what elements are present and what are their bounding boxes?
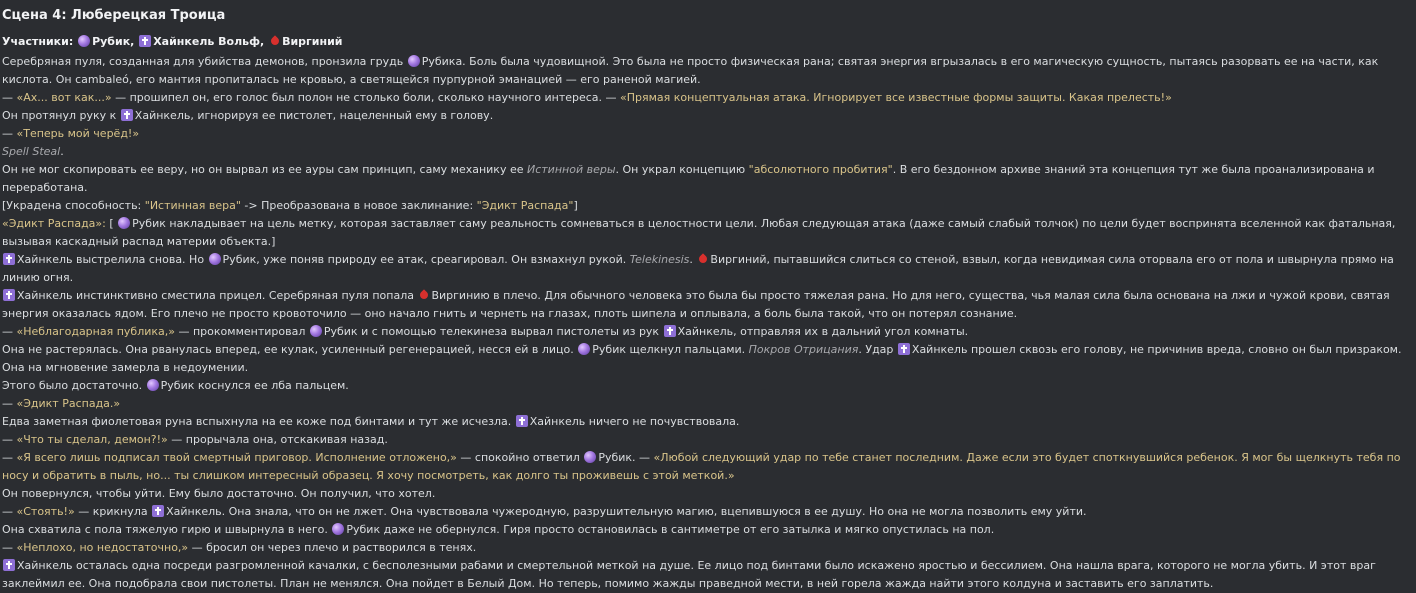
narration-text: Он повернулся, чтобы уйти. Ему было достаточно. Он получил, что хотел. xyxy=(2,487,436,500)
spell-name: Покров Отрицания xyxy=(748,343,859,356)
story-paragraph xyxy=(2,503,1406,521)
spell-name: Истинной веры xyxy=(527,163,616,176)
purple-orb-icon xyxy=(118,217,130,229)
narration-text: — прошипел он, его голос был полон не столько боли, сколько научного интереса. — xyxy=(111,91,621,104)
participant-rubik: Рубик xyxy=(92,35,131,48)
narration-text: [Украдена способность: xyxy=(2,199,145,212)
story-paragraph xyxy=(2,251,1406,287)
story-paragraph xyxy=(2,89,1406,107)
narration-text: — xyxy=(2,505,17,518)
story-paragraph xyxy=(2,521,1406,539)
story-paragraph xyxy=(2,107,1406,125)
story-paragraph xyxy=(2,377,1406,395)
narration-text: . Удар xyxy=(858,343,897,356)
cross-icon xyxy=(152,505,164,517)
narration-text: Хайнкель инстинктивно сместила прицел. Серебряная пуля попала xyxy=(17,289,418,302)
narration-text: Рубик и с помощью телекинеза вырвал пистолеты из рук xyxy=(323,325,663,338)
purple-orb-icon xyxy=(332,523,344,535)
story-paragraph xyxy=(2,449,1406,485)
narration-text: — xyxy=(2,325,17,338)
blood-drop-icon xyxy=(269,35,280,46)
narration-text: . В его бездонном архиве знаний эта концепция тут же была проанализирована и переработана. xyxy=(2,163,1379,194)
purple-orb-icon xyxy=(578,343,590,355)
blood-drop-icon xyxy=(419,289,430,300)
narration-text: . xyxy=(60,145,64,158)
story-paragraph xyxy=(2,395,1406,413)
narration-text: Она схватила с пола тяжелую гирю и швырнула в него. xyxy=(2,523,332,536)
narration-text: Он не мог скопировать ее веру, но он вырвал из ее ауры сам принцип, саму механику ее xyxy=(2,163,527,176)
narration-text: ] xyxy=(573,199,578,212)
narration-text: — бросил он через плечо и растворился в тенях. xyxy=(188,541,477,554)
cross-icon xyxy=(139,35,151,47)
participant-haynkel: Хайнкель Вольф xyxy=(153,35,261,48)
cross-icon xyxy=(3,559,15,571)
narration-text: Рубик. — xyxy=(598,451,654,464)
narration-text: — xyxy=(2,91,17,104)
quote-text: "абсолютного пробития" xyxy=(748,163,893,176)
participants-label: Участники: xyxy=(2,35,74,48)
narration-text: Хайнкель осталась одна посреди разгромленной качалки, с бесполезными рабами и смертельной меткой на душе. Ее лицо под бинтами было искажено яростью и бессилием. Она нашла врага, которого не могла убить. И этот враг заклеймил ее. Она подобрала свои пистолеты. План не менялся. Она пойдет в Белый Дом. Но теперь, помимо жажды праведной мести, в ней горела жажда найти этого колдуна и заставить его заплатить. xyxy=(2,559,1380,590)
quote-text: «Неблагодарная публика,» xyxy=(16,325,175,338)
purple-orb-icon xyxy=(310,325,322,337)
narration-text: — xyxy=(2,541,17,554)
spell-name: Spell Steal xyxy=(2,145,61,158)
purple-orb-icon xyxy=(147,379,159,391)
story-body xyxy=(2,53,1406,593)
narration-text: — прорычала она, отскакивая назад. xyxy=(167,433,388,446)
story-paragraph xyxy=(2,539,1406,557)
purple-orb-icon xyxy=(209,253,221,265)
quote-text: "Истинная вера" xyxy=(144,199,241,212)
scene-title: Сцена 4: Люберецкая Троица xyxy=(2,8,226,23)
story-paragraph xyxy=(2,53,1406,89)
quote-text: «Теперь мой черёд!» xyxy=(16,127,140,140)
story-paragraph xyxy=(2,341,1406,377)
narration-text: Серебряная пуля, созданная для убийства демонов, пронзила грудь xyxy=(2,55,407,68)
narration-text: — xyxy=(2,397,17,410)
narration-text: Хайнкель прошел сквозь его голову, не причинив вреда, словно он был призраком. Она на мгновение замерла в недоумении. xyxy=(2,343,1405,374)
cross-icon xyxy=(121,109,133,121)
cross-icon xyxy=(664,325,676,337)
narration-text: — прокомментировал xyxy=(175,325,309,338)
participants-line: Участники: Рубик, Хайнкель Вольф, Виргиний xyxy=(2,35,343,48)
narration-text: Едва заметная фиолетовая руна вспыхнула на ее коже под бинтами и тут же исчезла. xyxy=(2,415,515,428)
cross-icon xyxy=(516,415,528,427)
narration-text: Хайнкель. Она знала, что он не лжет. Она чувствовала чужеродную, разрушительную магию, вцепившуюся в ее душу. Но она не могла позволить ему уйти. xyxy=(166,505,1087,518)
story-paragraph xyxy=(2,125,1406,143)
narration-text: Рубик накладывает на цель метку, которая заставляет саму реальность сомневаться в целостности цели. Любая следующая атака (даже самый слабый толчок) по цели будет воспринята вселенной как фатальная, вызывая каскадный распад материи объекта.] xyxy=(2,217,1399,248)
quote-text: «Эдикт Распада.» xyxy=(16,397,121,410)
story-paragraph xyxy=(2,197,1406,215)
narration-text: -> Преобразована в новое заклинание: xyxy=(240,199,477,212)
blood-drop-icon xyxy=(698,253,709,264)
quote-text: «Любой следующий удар по тебе станет последним. Даже если это будет споткнувшийся ребенок. Я мог бы щелкнуть тебя по носу и обратить в пыль, но... ты слишком интересный образец. Я хочу посмотреть, как долго ты проживешь с этой меткой.» xyxy=(2,451,1404,482)
quote-text: «Я всего лишь подписал твой смертный приговор. Исполнение отложено,» xyxy=(16,451,457,464)
story-paragraph xyxy=(2,161,1406,197)
cross-icon xyxy=(3,289,15,301)
narration-text: — xyxy=(2,433,17,446)
purple-orb-icon xyxy=(78,35,90,47)
quote-text: «Прямая концептуальная атака. Игнорирует все известные формы защиты. Какая прелесть!» xyxy=(620,91,1172,104)
purple-orb-icon xyxy=(584,451,596,463)
narration-text: — спокойно ответил xyxy=(456,451,584,464)
narration-text: Хайнкель, игнорируя ее пистолет, нацеленный ему в голову. xyxy=(134,109,494,122)
narration-text: Хайнкель выстрелила снова. Но xyxy=(17,253,208,266)
cross-icon xyxy=(898,343,910,355)
narration-text: Рубик даже не обернулся. Гиря просто остановилась в сантиметре от его затылка и мягко опустилась на пол. xyxy=(346,523,995,536)
story-paragraph xyxy=(2,413,1406,431)
narration-text: Она не растерялась. Она рванулась вперед, ее кулак, усиленный регенерацией, несся ей в лицо. xyxy=(2,343,578,356)
story-paragraph xyxy=(2,287,1406,323)
story-paragraph xyxy=(2,557,1406,593)
narration-text: Он протянул руку к xyxy=(2,109,120,122)
quote-text: «Эдикт Распада»: xyxy=(2,217,106,230)
cross-icon xyxy=(3,253,15,265)
narration-text: Рубик, уже поняв природу ее атак, среагировал. Он взмахнул рукой. xyxy=(222,253,630,266)
narration-text: . xyxy=(689,253,697,266)
narration-text: — крикнула xyxy=(74,505,152,518)
narration-text: — xyxy=(2,127,17,140)
narration-text: Виргиний, пытавшийся слиться со стеной, взвыл, когда невидимая сила оторвала его от пола и швырнула прямо на линию огня. xyxy=(2,253,1398,284)
story-paragraph xyxy=(2,431,1406,449)
purple-orb-icon xyxy=(408,55,420,67)
narration-text: . Он украл концепцию xyxy=(615,163,749,176)
narration-text: Хайнкель, отправляя их в дальний угол комнаты. xyxy=(677,325,969,338)
narration-text: Рубик щелкнул пальцами. xyxy=(592,343,749,356)
quote-text: «Неплохо, но недостаточно,» xyxy=(16,541,189,554)
narration-text: Этого было достаточно. xyxy=(2,379,146,392)
narration-text: [ xyxy=(105,217,118,230)
quote-text: "Эдикт Распада" xyxy=(476,199,574,212)
narration-text: Виргинию в плечо. Для обычного человека это была бы просто тяжелая рана. Но для него, существа, чья малая сила была основана на лжи и чужой крови, святая энергия оказалась ядом. Его плечо не просто кровоточило — оно начало гнить и чернеть на глазах, плоть шипела и оплывала, а боль была такой, что он потерял сознание. xyxy=(2,289,1394,320)
narration-text: Хайнкель ничего не почувствовала. xyxy=(529,415,740,428)
story-paragraph xyxy=(2,143,1406,161)
story-paragraph xyxy=(2,323,1406,341)
narration-text: — xyxy=(2,451,17,464)
participant-virginy: Виргиний xyxy=(282,35,343,48)
quote-text: «Ах... вот как...» xyxy=(16,91,112,104)
quote-text: «Стоять!» xyxy=(16,505,75,518)
narration-text: Рубика. Боль была чудовищной. Это была не просто физическая рана; святая энергия вгрызалась в его магическую сущность, пытаясь разорвать ее на части, как кислота. Он cambaleó, его мантия пропиталась не кровью, а светящейся пурпурной эманацией — его раненой магией. xyxy=(2,55,1382,86)
story-paragraph xyxy=(2,215,1406,251)
spell-name: Telekinesis xyxy=(629,253,690,266)
narration-text: Рубик коснулся ее лба пальцем. xyxy=(160,379,349,392)
story-paragraph xyxy=(2,485,1406,503)
quote-text: «Что ты сделал, демон?!» xyxy=(16,433,168,446)
